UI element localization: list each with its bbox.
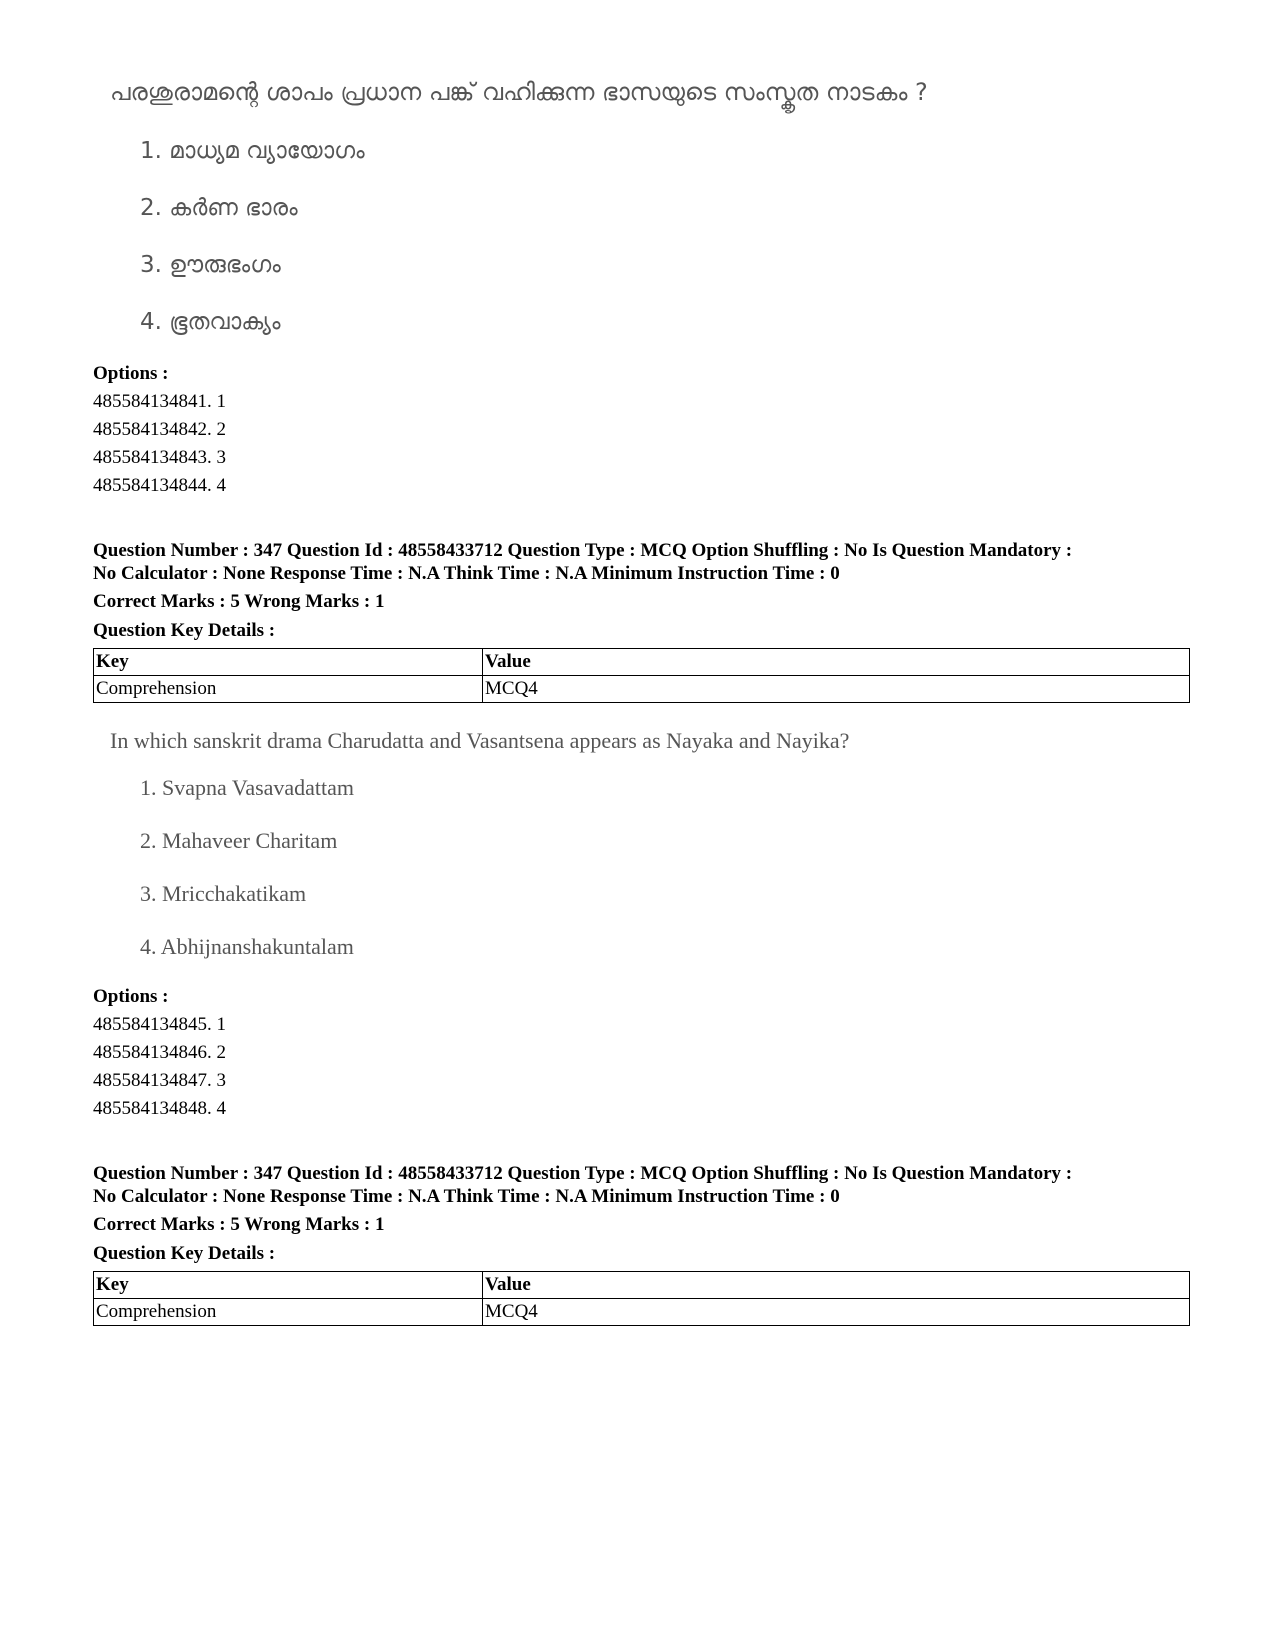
question-b-stem: In which sanskrit drama Charudatta and Vasantsena appears as Nayaka and Nayika? xyxy=(110,728,850,753)
question-b-key-table xyxy=(93,648,1190,703)
question-b-marks: Correct Marks : 5 Wrong Marks : 1 xyxy=(93,591,385,612)
question-b-option-2: 485584134846. 2 xyxy=(93,1042,226,1063)
question-b-option-1: 485584134845. 1 xyxy=(93,1014,226,1035)
table-header-row xyxy=(94,649,1190,676)
question-a-option-4: 485584134844. 4 xyxy=(93,475,226,496)
question-b-choice-4: 4. Abhijnanshakuntalam xyxy=(140,934,354,959)
question-a-choice-1: 1. മാധ്യമ വ്യായോഗം xyxy=(140,138,365,164)
table-cell-value: MCQ4 xyxy=(483,676,1190,703)
question-b-option-4: 485584134848. 4 xyxy=(93,1098,226,1119)
question-c-meta-line-1: Question Number : 347 Question Id : 48558433712 Question Type : MCQ Option Shuffling : No Is Question Mandatory : xyxy=(93,1163,1073,1184)
question-b-options-label: Options : xyxy=(93,986,169,1007)
table-cell-key: Comprehension xyxy=(94,676,483,703)
table-cell-key: Comprehension xyxy=(94,1299,483,1326)
table-header-key: Key xyxy=(94,1272,483,1299)
question-a-choice-3: 3. ഊരുഭംഗം xyxy=(140,252,281,278)
table-header-key: Key xyxy=(94,649,483,676)
table-header-value: Value xyxy=(483,1272,1190,1299)
question-c-key-table xyxy=(93,1271,1190,1326)
question-b-meta-line-1: Question Number : 347 Question Id : 48558433712 Question Type : MCQ Option Shuffling : No Is Question Mandatory : xyxy=(93,540,1073,561)
table-header-value: Value xyxy=(483,649,1190,676)
question-a-choice-2: 2. കർണ ഭാരം xyxy=(140,195,298,221)
table-row xyxy=(94,1299,1190,1326)
question-b-meta-line-2: No Calculator : None Response Time : N.A Think Time : N.A Minimum Instruction Time : 0 xyxy=(93,563,840,584)
question-a-choice-4: 4. ഭൂതവാക്യം xyxy=(140,309,281,335)
question-b-option-3: 485584134847. 3 xyxy=(93,1070,226,1091)
question-c-marks: Correct Marks : 5 Wrong Marks : 1 xyxy=(93,1214,385,1235)
question-b-choice-1: 1. Svapna Vasavadattam xyxy=(140,775,355,800)
question-c-key-details-label: Question Key Details : xyxy=(93,1243,276,1264)
table-row xyxy=(94,676,1190,703)
question-a-options-label: Options : xyxy=(93,363,169,384)
table-cell-value: MCQ4 xyxy=(483,1299,1190,1326)
question-b-choice-3: 3. Mricchakatikam xyxy=(140,881,307,906)
question-b-choice-2: 2. Mahaveer Charitam xyxy=(140,828,338,853)
table-header-row xyxy=(94,1272,1190,1299)
question-c-meta-line-2: No Calculator : None Response Time : N.A Think Time : N.A Minimum Instruction Time : 0 xyxy=(93,1186,840,1207)
question-a-stem: പരശുരാമന്റെ ശാപം പ്രധാന പങ്ക് വഹിക്കുന്ന ഭാസയുടെ സംസ്കൃത നാടകം ? xyxy=(110,78,928,106)
question-b-key-details-label: Question Key Details : xyxy=(93,620,276,641)
question-a-option-1: 485584134841. 1 xyxy=(93,391,226,412)
question-a-option-3: 485584134843. 3 xyxy=(93,447,226,468)
question-a-option-2: 485584134842. 2 xyxy=(93,419,226,440)
